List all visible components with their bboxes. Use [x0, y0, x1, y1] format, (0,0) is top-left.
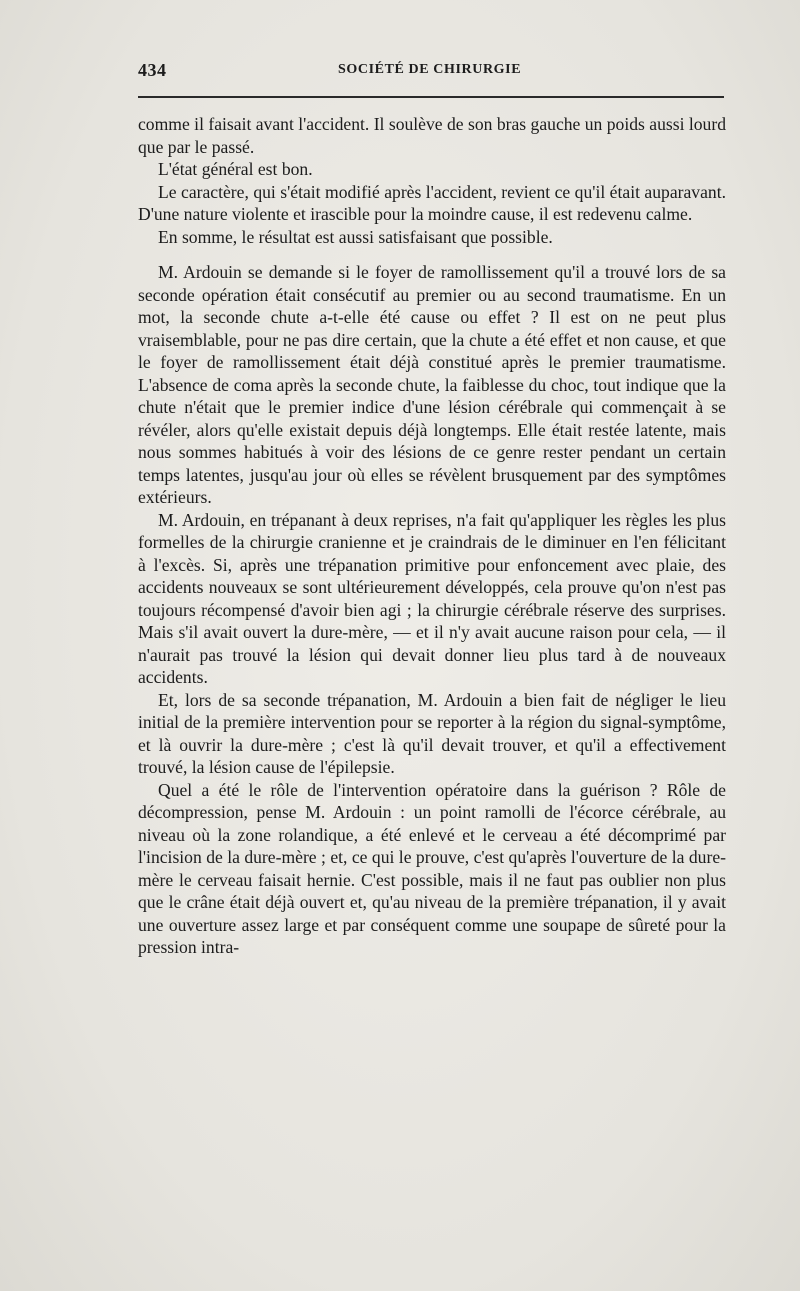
- paragraph-result: En somme, le résultat est aussi satisfaisant que possible.: [158, 226, 553, 247]
- running-head: SOCIÉTÉ DE CHIRURGIE: [338, 62, 522, 77]
- paragraph-ardouin-trepanation: M. Ardouin, en trépanant à deux reprises, n'a fait qu'appliquer les règles les plus formelles de la chirurgie cranienne et je craindrais de le diminuer en l'en félicitant à l'excès. Si, après une trépanation primitive pour enfoncement avec plaie, des accidents nouveaux se sont ultérieurement développés, cela prouve qu'on n'est pas toujours récompensé d'avoir bien agi ; la chirurgie cérébrale réserve des surprises. Mais s'il avait ouvert la dure-mère, — et il n'y avait aucune raison pour cela, — il n'aurait pas trouvé la lésion qui devait donner lieu plus tard à de nouveaux accidents.: [138, 509, 726, 687]
- body-text: [138, 113, 726, 959]
- page-number: 434: [138, 60, 167, 80]
- paragraph-character: Le caractère, qui s'était modifié après l'accident, revient ce qu'il était auparavant. D'une nature violente et irascible pour la moindre cause, il est redevenu calme.: [138, 181, 726, 224]
- page-header: [138, 56, 728, 84]
- paragraph-second-trepanation: Et, lors de sa seconde trépanation, M. Ardouin a bien fait de négliger le lieu initial de la première intervention pour se reporter à la région du signal-symptôme, et là ouvrir la dure-mère ; c'est là qu'il devait trouver, et qu'il a effectivement trouvé, la lésion cause de l'épilepsie.: [138, 689, 726, 777]
- paragraph-general-state: L'état général est bon.: [158, 159, 313, 179]
- paragraph-ardouin-question: M. Ardouin se demande si le foyer de ramollissement qu'il a trouvé lors de sa seconde opération était consécutif au premier ou au second traumatisme. En un mot, la seconde chute a-t-elle été cause ou effet ? Il est on ne peut plus vraisemblable, pour ne pas dire certain, que la chute a été effet et non cause, et que le foyer de ramollissement était déjà constitué après le premier traumatisme. L'absence de coma après la seconde chute, la faiblesse du choc, tout indique que la chute n'était que le premier indice d'une lésion cérébrale qui commençait à se révéler, alors qu'elle existait depuis déjà longtemps. Elle était restée latente, mais nous sommes habitués à voir des lésions de ce genre rester pendant un certain temps latentes, jusqu'au jour où elles se révèlent brusquement par des symptômes extérieurs.: [138, 262, 726, 507]
- paragraph-role-intervention: Quel a été le rôle de l'intervention opératoire dans la guérison ? Rôle de décompression, pense M. Ardouin : un point ramolli de l'écorce cérébrale, au niveau où la zone rolandique, a été enlevé et le cerveau a été décomprimé par l'incision de la dure-mère ; et, ce qui le prouve, c'est qu'après l'ouverture de la dure-mère le cerveau faisait hernie. C'est possible, mais il ne faut pas oublier non plus que le crâne était déjà ouvert et, qu'au niveau de la première trépanation, il y avait une ouverture assez large et par conséquent comme une soupape de sûreté pour la pression intra-: [138, 779, 726, 957]
- paragraph-continuation: comme il faisait avant l'accident. Il soulève de son bras gauche un poids aussi lourd que par le passé.: [138, 114, 726, 157]
- header-rule: [138, 96, 724, 98]
